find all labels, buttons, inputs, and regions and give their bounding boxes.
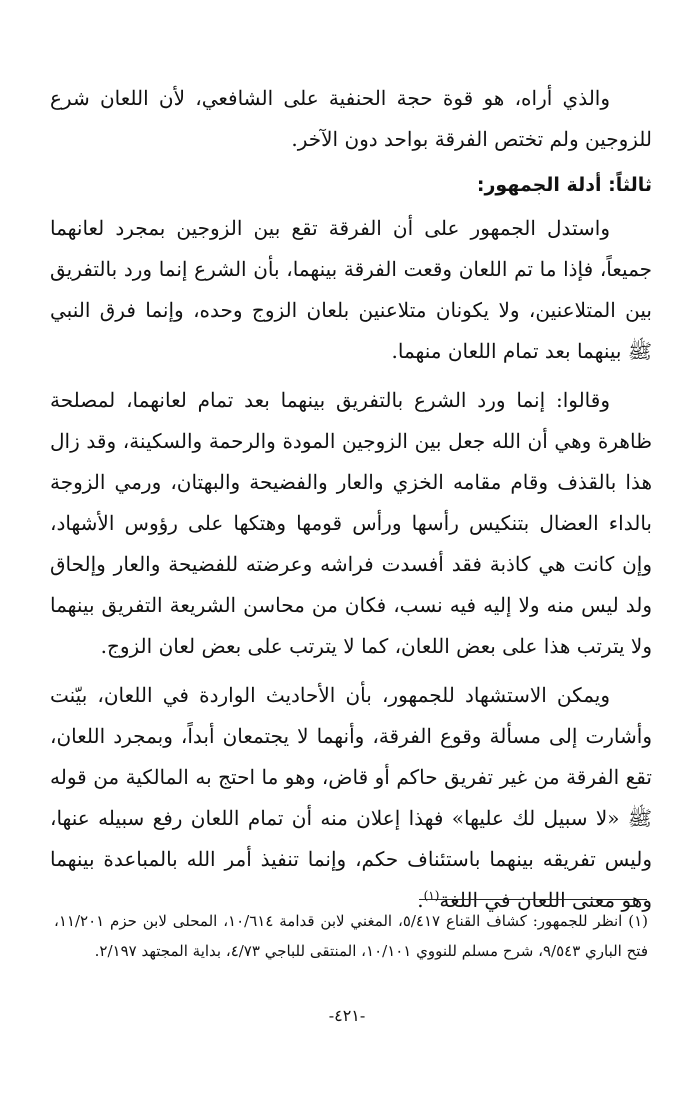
page-body — [50, 78, 652, 921]
page-number: -٤٢١- — [328, 1006, 366, 1025]
paragraph-hadith-text: ويمكن الاستشهاد للجمهور، بأن الأحاديث الواردة في اللعان، بيّنت وأشارت إلى مسألة وقوع الفرقة، وأنهما لا يجتمعان أبداً، وبمجرد اللعان، تقع الفرقة من غير تفريق حاكم أو قاض، وهو ما احتج به المالكية من قوله ﷺ «لا سبيل لك عليها» فهذا إعلان منه أن تمام اللعان رفع سبيله عنها، وليس تفريقه بينهما باستئناف حكم، وإنما تنفيذ أمر الله بالمباعدة بينهما وهو معنى اللعان في اللغة — [50, 683, 653, 912]
footnote-text: (١) انظر للجمهور: كشاف القناع ٥/٤١٧، المغني لابن قدامة ١٠/٦١٤، المحلى لابن حزم ١١/٢٠١، فتح الباري ٩/٥٤٣، شرح مسلم للنووي ١٠/١٠١، المنتقى للباجي ٤/٧٣، بداية المجتهد ٢/١٩٧. — [54, 912, 648, 960]
paragraph-end-period: . — [417, 888, 424, 912]
footnote-divider — [419, 899, 647, 900]
paragraph-jumhur-reasoning: وقالوا: إنما ورد الشرع بالتفريق بينهما بعد تمام لعانهما، لمصلحة ظاهرة وهي أن الله جعل بين الزوجين المودة والرحمة والسكينة، وقد زال هذا بالقذف وقام مقامه الخزي والعار والفضيحة والبهتان، ورمي الزوجة بالداء العضال بتنكيس رأسها ورأس قومها وهتكها على رؤوس الأشهاد، وإن كانت هي كاذبة فقد أفسدت فراشه وعرضته للفضيحة والعار وإلحاق ولد ليس منه ولا إليه فيه نسب، فكان من محاسن الشريعة التفريق بينهما ولا يترتب هذا على بعض اللعان، كما لا يترتب على بعض لعان الزوج. — [50, 388, 652, 658]
section-heading: ثالثاً: أدلة الجمهور: — [476, 174, 652, 196]
footnote-reference[interactable]: (١) — [423, 888, 440, 903]
paragraph-hadith-evidence — [50, 675, 652, 921]
paragraph-jumhur-evidence: واستدل الجمهور على أن الفرقة تقع بين الزوجين بمجرد لعانهما جميعاً، فإذا ما تم اللعان وقعت الفرقة بينهما، بأن الشرع إنما ورد بالتفريق بين المتلاعنين، ولا يكونان متلاعنين بلعان الزوج وحده، وإنما فرق النبي ﷺ بينهما بعد تمام اللعان منهما. — [50, 216, 653, 363]
paragraph-opinion: والذي أراه، هو قوة حجة الحنفية على الشافعي، لأن اللعان شرع للزوجين ولم تختص الفرقة بواحد دون الآخر. — [50, 86, 652, 151]
